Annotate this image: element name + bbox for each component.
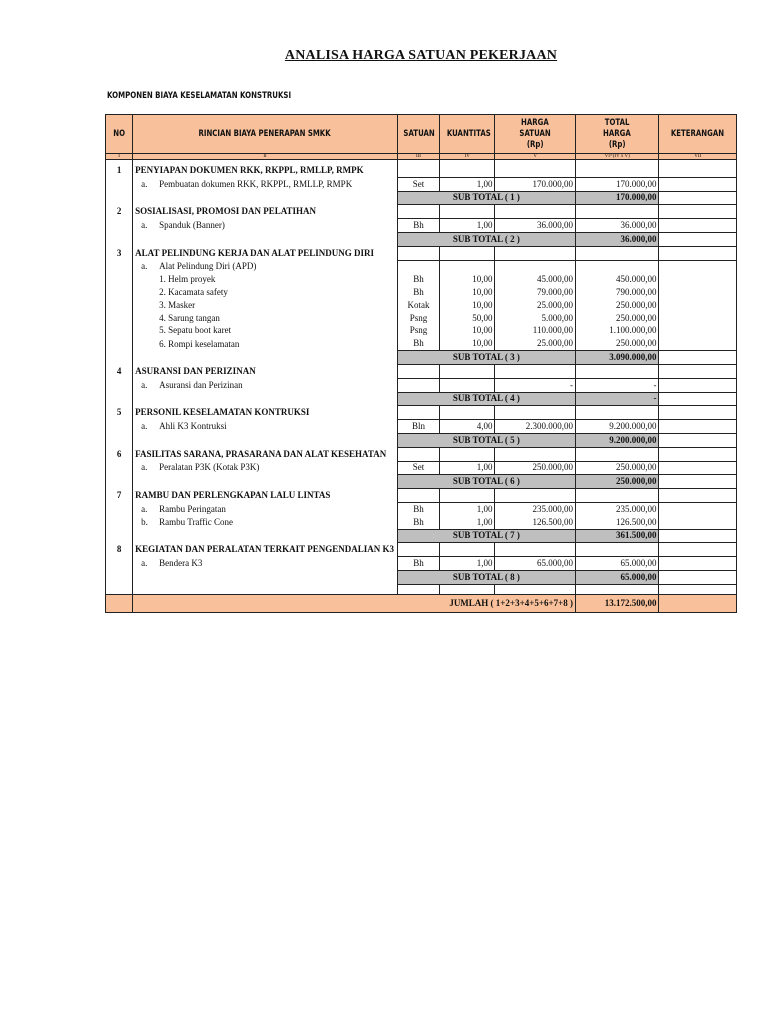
empty-cell (659, 205, 737, 219)
subtotal-blank (133, 570, 398, 584)
empty-cell (575, 447, 659, 461)
empty-cell (575, 205, 659, 219)
item-harga-satuan: 25.000,00 (495, 337, 576, 350)
group-number: 7 (106, 489, 133, 503)
item-total-harga: 170.000,00 (575, 177, 659, 191)
item-kuantitas (440, 378, 495, 392)
item-kuantitas: 4,00 (440, 420, 495, 434)
item-satuan: Psng (397, 325, 439, 338)
item-keterangan (659, 260, 737, 273)
item-satuan: Bh (397, 502, 439, 515)
item-satuan: Bln (397, 420, 439, 434)
group-title: ASURANSI DAN PERIZINAN (133, 364, 398, 378)
subtotal-blank (106, 475, 133, 489)
item-label: Rambu Peringatan (159, 503, 226, 514)
item-letter: a. (141, 503, 148, 514)
group-row (106, 489, 737, 503)
item-no-cell (106, 502, 133, 515)
item-name (133, 219, 398, 233)
empty-cell (495, 489, 576, 503)
header-total-harga: TOTAL HARGA (Rp) (575, 115, 659, 154)
item-harga-satuan: 45.000,00 (495, 273, 576, 286)
subtotal-blank (106, 232, 133, 246)
item-no-cell (106, 420, 133, 434)
empty-cell (397, 205, 439, 219)
item-no-cell (106, 219, 133, 233)
item-total-harga: 250.000,00 (575, 299, 659, 312)
item-no-cell (106, 299, 133, 312)
group-title: PENYIAPAN DOKUMEN RKK, RKPPL, RMLLP, RMPK (133, 164, 398, 177)
grand-total-label: JUMLAH ( 1+2+3+4+5+6+7+8 ) (133, 594, 576, 612)
item-no-cell (106, 177, 133, 191)
item-satuan (397, 260, 439, 273)
item-keterangan (659, 312, 737, 325)
item-letter: a. (141, 261, 148, 272)
item-keterangan (659, 286, 737, 299)
header-satuan: SATUAN (397, 115, 439, 154)
item-total-harga: 65.000,00 (575, 557, 659, 571)
item-name (133, 337, 398, 350)
subtotal-blank (106, 570, 133, 584)
total-blank (106, 594, 133, 612)
group-row (106, 164, 737, 177)
item-total-harga: 450.000,00 (575, 273, 659, 286)
item-total-harga: 126.500,00 (575, 516, 659, 529)
empty-cell (575, 164, 659, 177)
item-no-cell (106, 260, 133, 273)
roman-cell: VII (659, 154, 737, 160)
item-row (106, 420, 737, 434)
item-label: 6. Rompi keselamatan (159, 338, 240, 349)
roman-cell: I (106, 154, 133, 160)
item-harga-satuan: 235.000,00 (495, 502, 576, 515)
subtotal-keterangan (659, 475, 737, 489)
item-label: 1. Helm proyek (159, 274, 216, 285)
item-satuan: Set (397, 177, 439, 191)
subtotal-value: - (575, 392, 659, 406)
item-harga-satuan: 170.000,00 (495, 177, 576, 191)
item-harga-satuan: 25.000,00 (495, 299, 576, 312)
group-row (106, 543, 737, 557)
subtotal-value: 170.000,00 (575, 191, 659, 205)
subtotal-row (106, 351, 737, 365)
item-keterangan (659, 420, 737, 434)
subtotal-row (106, 475, 737, 489)
roman-cell: VI=(IV x V) (575, 154, 659, 160)
subtotal-label: SUB TOTAL ( 4 ) (397, 392, 575, 406)
grand-total-value: 13.172.500,00 (575, 594, 659, 612)
item-no-cell (106, 273, 133, 286)
item-row (106, 286, 737, 299)
item-keterangan (659, 502, 737, 515)
subtotal-blank (133, 392, 398, 406)
group-number: 2 (106, 205, 133, 219)
group-row (106, 447, 737, 461)
section-subtitle: KOMPONEN BIAYA KESELAMATAN KONSTRUKSI (107, 91, 292, 101)
subtotal-keterangan (659, 351, 737, 365)
subtotal-label: SUB TOTAL ( 8 ) (397, 570, 575, 584)
subtotal-blank (133, 232, 398, 246)
item-keterangan (659, 557, 737, 571)
group-number: 6 (106, 447, 133, 461)
empty-cell (659, 164, 737, 177)
item-keterangan (659, 177, 737, 191)
item-kuantitas: 10,00 (440, 286, 495, 299)
item-no-cell (106, 461, 133, 475)
roman-cell: III (397, 154, 439, 160)
roman-cell: IV (440, 154, 495, 160)
item-no-cell (106, 378, 133, 392)
item-kuantitas: 10,00 (440, 273, 495, 286)
item-label: Bendera K3 (159, 558, 203, 568)
item-row (106, 273, 737, 286)
item-label: Pembuatan dokumen RKK, RKPPL, RMLLP, RMPK (159, 178, 353, 189)
item-label: Ahli K3 Kontruksi (159, 421, 227, 432)
subtotal-blank (133, 433, 398, 447)
empty-cell (659, 246, 737, 260)
item-total-harga: 1.100.000,00 (575, 325, 659, 338)
item-name (133, 420, 398, 434)
roman-cell: V (495, 154, 576, 160)
subtotal-row (106, 433, 737, 447)
subtotal-keterangan (659, 570, 737, 584)
subtotal-keterangan (659, 392, 737, 406)
item-name (133, 378, 398, 392)
empty-cell (397, 246, 439, 260)
item-kuantitas: 10,00 (440, 337, 495, 350)
header-no: NO (106, 115, 133, 154)
item-total-harga: 235.000,00 (575, 502, 659, 515)
item-letter: a. (141, 558, 148, 568)
item-letter: a. (141, 220, 148, 231)
empty-cell (440, 489, 495, 503)
group-title: ALAT PELINDUNG KERJA DAN ALAT PELINDUNG DIRI (133, 246, 398, 260)
item-keterangan (659, 219, 737, 233)
item-kuantitas: 1,00 (440, 461, 495, 475)
table-header-row (106, 115, 737, 154)
item-row (106, 516, 737, 529)
item-row (106, 461, 737, 475)
table-body (106, 160, 737, 613)
item-no-cell (106, 312, 133, 325)
subtotal-blank (133, 475, 398, 489)
item-satuan: Bh (397, 273, 439, 286)
subtotal-value: 361.500,00 (575, 529, 659, 543)
item-satuan: Bh (397, 516, 439, 529)
spacer-cell (659, 584, 737, 594)
item-harga-satuan: 65.000,00 (495, 557, 576, 571)
item-total-harga: 250.000,00 (575, 337, 659, 350)
item-name (133, 325, 398, 338)
spacer-cell (495, 584, 576, 594)
item-keterangan (659, 461, 737, 475)
item-kuantitas: 1,00 (440, 502, 495, 515)
subtotal-blank (106, 433, 133, 447)
subtotal-blank (106, 191, 133, 205)
item-label: 3. Masker (159, 299, 196, 310)
empty-cell (440, 364, 495, 378)
item-satuan: Kotak (397, 299, 439, 312)
spacer-cell (575, 584, 659, 594)
item-label: Alat Pelindung Diri (APD) (159, 261, 257, 272)
total-keterangan (659, 594, 737, 612)
subtotal-row (106, 570, 737, 584)
empty-cell (495, 164, 576, 177)
group-title: RAMBU DAN PERLENGKAPAN LALU LINTAS (133, 489, 398, 503)
item-keterangan (659, 325, 737, 338)
subtotal-row (106, 191, 737, 205)
item-row (106, 557, 737, 571)
subtotal-value: 65.000,00 (575, 570, 659, 584)
item-kuantitas: 10,00 (440, 299, 495, 312)
subtotal-label: SUB TOTAL ( 2 ) (397, 232, 575, 246)
subtotal-blank (133, 529, 398, 543)
empty-cell (495, 543, 576, 557)
subtotal-blank (106, 529, 133, 543)
item-name (133, 502, 398, 515)
item-name (133, 312, 398, 325)
item-harga-satuan: 110.000,00 (495, 325, 576, 338)
item-letter: a. (141, 379, 148, 390)
item-satuan: Bh (397, 286, 439, 299)
page-title: ANALISA HARGA SATUAN PEKERJAAN (284, 48, 558, 63)
item-kuantitas: 1,00 (440, 177, 495, 191)
item-kuantitas: 1,00 (440, 516, 495, 529)
group-title: PERSONIL KESELAMATAN KONTRUKSI (133, 406, 398, 420)
group-number: 5 (106, 406, 133, 420)
empty-cell (397, 364, 439, 378)
subtotal-label: SUB TOTAL ( 5 ) (397, 433, 575, 447)
item-harga-satuan: 250.000,00 (495, 461, 576, 475)
item-total-harga (575, 260, 659, 273)
item-label: Asuransi dan Perizinan (159, 379, 243, 390)
item-harga-satuan: 2.300.000,00 (495, 420, 576, 434)
subtotal-blank (133, 191, 398, 205)
subtotal-label: SUB TOTAL ( 6 ) (397, 475, 575, 489)
empty-cell (440, 447, 495, 461)
item-row (106, 177, 737, 191)
item-name (133, 260, 398, 273)
empty-cell (495, 447, 576, 461)
item-satuan: Psng (397, 312, 439, 325)
group-title: SOSIALISASI, PROMOSI DAN PELATIHAN (133, 205, 398, 219)
item-letter: a. (141, 178, 148, 189)
item-row (106, 502, 737, 515)
subtotal-keterangan (659, 529, 737, 543)
subtotal-value: 250.000,00 (575, 475, 659, 489)
group-row (106, 205, 737, 219)
empty-cell (397, 489, 439, 503)
group-row (106, 246, 737, 260)
item-total-harga: 36.000,00 (575, 219, 659, 233)
item-label: Rambu Traffic Cone (159, 516, 234, 527)
subtotal-value: 9.200.000,00 (575, 433, 659, 447)
group-number: 3 (106, 246, 133, 260)
empty-cell (440, 406, 495, 420)
empty-cell (440, 543, 495, 557)
group-title: FASILITAS SARANA, PRASARANA DAN ALAT KESEHATAN (133, 447, 398, 461)
item-row (106, 299, 737, 312)
subtotal-value: 36.000,00 (575, 232, 659, 246)
spacer-cell (133, 584, 398, 594)
subtotal-keterangan (659, 433, 737, 447)
empty-cell (659, 364, 737, 378)
item-label: Peralatan P3K (Kotak P3K) (159, 462, 260, 473)
subtotal-label: SUB TOTAL ( 7 ) (397, 529, 575, 543)
item-label: 4. Sarung tangan (159, 312, 220, 323)
item-letter: a. (141, 421, 148, 432)
item-row (106, 312, 737, 325)
item-row (106, 337, 737, 350)
item-total-harga: - (575, 378, 659, 392)
item-row (106, 260, 737, 273)
subtotal-row (106, 232, 737, 246)
header-harga-satuan: HARGA SATUAN (Rp) (495, 115, 576, 154)
group-row (106, 364, 737, 378)
item-no-cell (106, 516, 133, 529)
header-rincian: RINCIAN BIAYA PENERAPAN SMKK (133, 115, 398, 154)
group-number: 1 (106, 164, 133, 177)
subtotal-keterangan (659, 191, 737, 205)
item-no-cell (106, 337, 133, 350)
empty-cell (440, 205, 495, 219)
item-total-harga: 250.000,00 (575, 312, 659, 325)
subtotal-blank (106, 392, 133, 406)
empty-cell (495, 364, 576, 378)
subtotal-row (106, 392, 737, 406)
item-letter: b. (141, 516, 148, 527)
empty-cell (659, 406, 737, 420)
group-title: KEGIATAN DAN PERALATAN TERKAIT PENGENDALIAN K3 (133, 543, 398, 557)
item-row (106, 378, 737, 392)
subtotal-keterangan (659, 232, 737, 246)
item-satuan (397, 378, 439, 392)
item-name (133, 273, 398, 286)
item-name (133, 516, 398, 529)
item-total-harga: 790.000,00 (575, 286, 659, 299)
group-number: 4 (106, 364, 133, 378)
empty-cell (575, 364, 659, 378)
item-letter: a. (141, 462, 148, 473)
header-keterangan: KETERANGAN (659, 115, 737, 154)
subtotal-blank (106, 351, 133, 365)
grand-total-row (106, 594, 737, 612)
item-satuan: Bh (397, 337, 439, 350)
group-number: 8 (106, 543, 133, 557)
spacer-cell (106, 584, 133, 594)
item-harga-satuan: 126.500,00 (495, 516, 576, 529)
empty-cell (440, 164, 495, 177)
item-harga-satuan: 79.000,00 (495, 286, 576, 299)
empty-cell (575, 489, 659, 503)
item-no-cell (106, 557, 133, 571)
empty-cell (659, 447, 737, 461)
item-name (133, 177, 398, 191)
subtotal-blank (133, 351, 398, 365)
item-total-harga: 250.000,00 (575, 461, 659, 475)
item-total-harga: 9.200.000,00 (575, 420, 659, 434)
cost-table (105, 114, 737, 613)
spacer-cell (397, 584, 439, 594)
item-label: 2. Kacamata safety (159, 287, 228, 298)
item-name (133, 286, 398, 299)
item-name (133, 461, 398, 475)
empty-cell (659, 489, 737, 503)
empty-cell (397, 447, 439, 461)
empty-cell (575, 543, 659, 557)
subtotal-value: 3.090.000,00 (575, 351, 659, 365)
item-kuantitas: 50,00 (440, 312, 495, 325)
empty-cell (659, 543, 737, 557)
item-keterangan (659, 378, 737, 392)
empty-cell (495, 205, 576, 219)
subtotal-label: SUB TOTAL ( 1 ) (397, 191, 575, 205)
group-row (106, 406, 737, 420)
roman-cell: II (133, 154, 398, 160)
item-harga-satuan (495, 260, 576, 273)
empty-cell (575, 246, 659, 260)
item-keterangan (659, 299, 737, 312)
item-keterangan (659, 273, 737, 286)
item-no-cell (106, 286, 133, 299)
subtotal-label: SUB TOTAL ( 3 ) (397, 351, 575, 365)
item-keterangan (659, 516, 737, 529)
subtotal-row (106, 529, 737, 543)
item-harga-satuan: 5.000,00 (495, 312, 576, 325)
item-harga-satuan: - (495, 378, 576, 392)
empty-cell (495, 246, 576, 260)
item-satuan: Bh (397, 557, 439, 571)
spacer-row (106, 584, 737, 594)
empty-cell (440, 246, 495, 260)
item-label: 5. Sepatu boot karet (159, 325, 232, 336)
item-name (133, 557, 398, 571)
header-kuantitas: KUANTITAS (440, 115, 495, 154)
item-no-cell (106, 325, 133, 338)
item-kuantitas (440, 260, 495, 273)
empty-cell (397, 543, 439, 557)
item-kuantitas: 1,00 (440, 557, 495, 571)
item-kuantitas: 10,00 (440, 325, 495, 338)
empty-cell (575, 406, 659, 420)
item-keterangan (659, 337, 737, 350)
empty-cell (397, 406, 439, 420)
spacer-cell (440, 584, 495, 594)
item-harga-satuan: 36.000,00 (495, 219, 576, 233)
item-row (106, 219, 737, 233)
item-satuan: Bh (397, 219, 439, 233)
item-label: Spanduk (Banner) (159, 220, 225, 231)
item-kuantitas: 1,00 (440, 219, 495, 233)
empty-cell (495, 406, 576, 420)
item-row (106, 325, 737, 338)
item-name (133, 299, 398, 312)
empty-cell (397, 164, 439, 177)
item-satuan: Set (397, 461, 439, 475)
